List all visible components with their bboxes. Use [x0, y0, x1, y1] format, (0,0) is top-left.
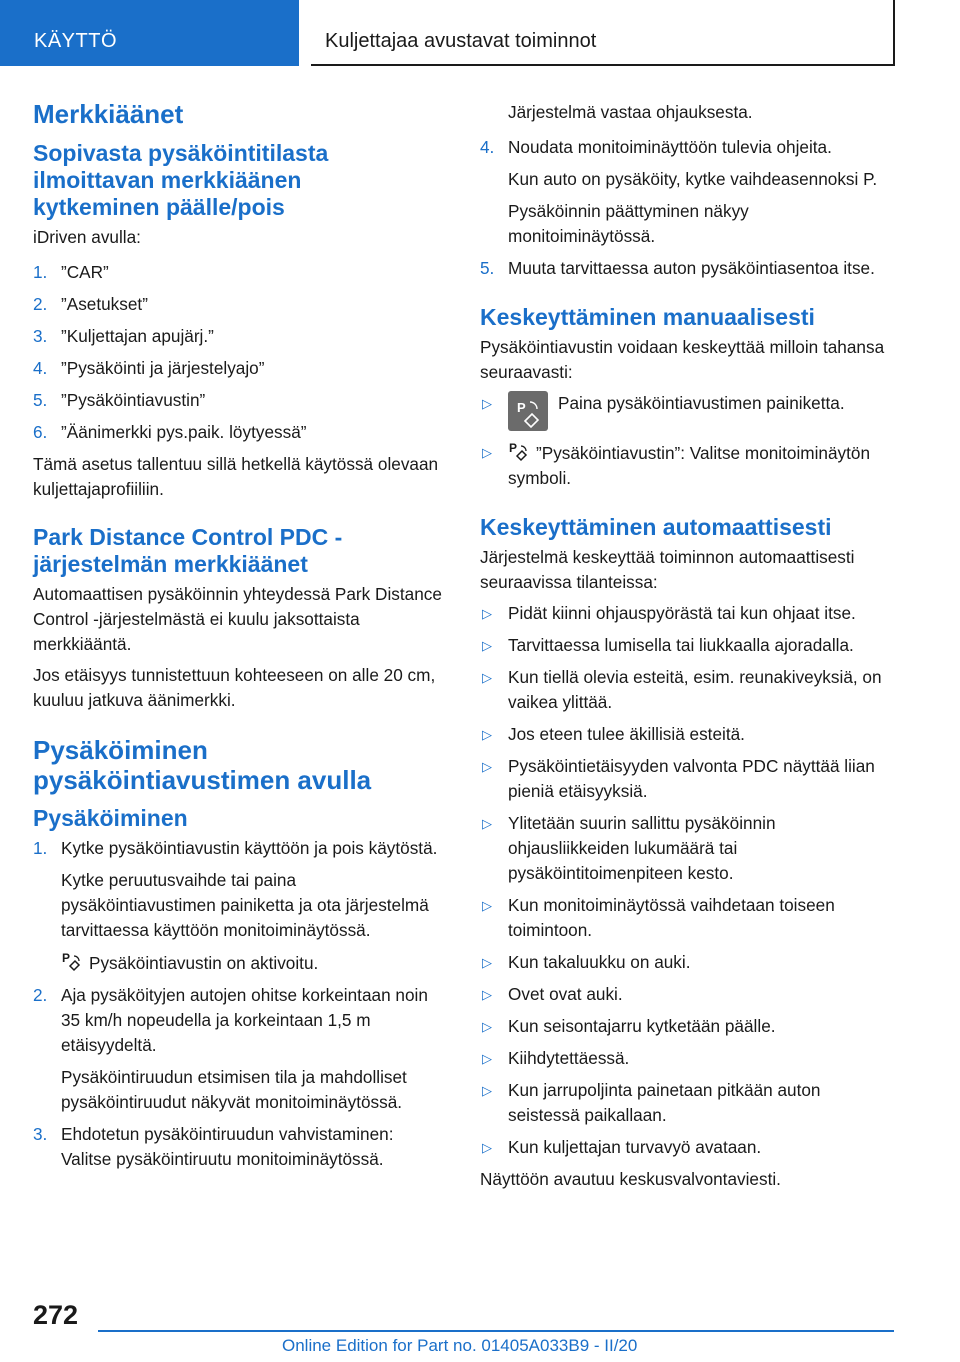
step-subtext: Pysäköintiruudun etsimisen tila ja mahdolliset pysäköintiruudut näkyvät monitoiminäytössä.	[61, 1067, 407, 1112]
svg-text:P: P	[517, 400, 526, 415]
menu-step	[33, 292, 445, 317]
pdc-paragraph-1: Automaattisen pysäköinnin yhteydessä Park Distance Control -järjestelmästä ei kuulu jaksottaista merkkiääntä.	[33, 584, 442, 654]
bullet-icon: ▷	[482, 1051, 492, 1066]
heading-manual: Keskeyttäminen manuaalisesti	[480, 304, 815, 330]
bullet-icon: ▷	[482, 1140, 492, 1155]
section-tab	[0, 0, 299, 66]
parking-step-2: 2. Aja pysäköityjen autojen ohitse korkeintaan noin 35 km/h nopeudella ja korkeintaan 1,5 m etäisyydeltä. Pysäköintiruudun etsimisen tila ja mahdolliset pysäköintiruudut näkyvät monitoiminäytössä.	[33, 983, 445, 1115]
auto-item-text: Kun seisontajarru kytketään päälle.	[508, 1016, 776, 1036]
step-subtext: Kytke peruutusvaihde tai paina pysäköintiavustimen painiketta ja ota järjestelmä tarvittaessa käyttöön monitoiminäytössä.	[61, 870, 429, 940]
parking-steps-list	[33, 836, 445, 1172]
setting-note: Tämä asetus tallentuu sillä hetkellä käytössä olevaan kuljettajaprofiiliin.	[33, 454, 439, 499]
svg-text:P: P	[509, 441, 518, 455]
bullet-icon: ▷	[482, 1083, 492, 1098]
edition-text: Online Edition for Part no. 01405A033B9 - II/20	[282, 1336, 638, 1355]
step-text: ”CAR”	[61, 262, 109, 282]
auto-item-text: Kun jarrupoljinta painetaan pitkään auton seistessä paikallaan.	[508, 1080, 821, 1125]
manual-list	[480, 391, 894, 491]
bullet-icon: ▷	[482, 955, 492, 970]
step-text: Ehdotetun pysäköintiruudun vahvistaminen: Valitse pysäköintiruutu monitoiminäytössä.	[61, 1124, 394, 1169]
manual-item-symbol	[480, 440, 894, 491]
auto-list-item	[480, 665, 894, 715]
auto-item-text: Kun kuljettajan turvavyö avataan.	[508, 1137, 762, 1157]
bullet-icon: ▷	[482, 445, 492, 460]
step-subtext: Pysäköinnin päättyminen näkyy monitoiminäytössä.	[508, 201, 749, 246]
bullet-icon: ▷	[482, 898, 492, 913]
auto-list	[480, 601, 894, 1160]
auto-list-item	[480, 1078, 894, 1128]
step-icon-line	[61, 950, 445, 976]
parking-step-3: 3. Ehdotetun pysäköintiruudun vahvistaminen: Valitse pysäköintiruutu monitoiminäytössä.	[33, 1122, 445, 1172]
step-subtext: Kun auto on pysäköity, kytke vaihdeasennoksi P.	[508, 169, 878, 189]
menu-steps-list	[33, 260, 445, 445]
menu-step	[33, 260, 445, 285]
step-text: ”Äänimerkki pys.paik. löytyessä”	[61, 422, 307, 442]
step-number: 3.	[33, 326, 48, 346]
heading-merkkiaanet: Merkkiäänet	[33, 99, 184, 129]
auto-list-item	[480, 811, 894, 886]
heading-pysakoiminen-avustin: Pysäköiminen pysäköintiavustimen avulla	[33, 735, 372, 795]
step-number: 1.	[33, 262, 48, 282]
auto-item-text: Kun tiellä olevia esteitä, esim. reunakiveyksiä, on vaikea ylittää.	[508, 667, 882, 712]
auto-intro: Järjestelmä keskeyttää toiminnon automaattisesti seuraavissa tilanteissa:	[480, 547, 855, 592]
idrive-intro: iDriven avulla:	[33, 227, 141, 247]
auto-list-item	[480, 1135, 894, 1160]
manual-item-text: ”Pysäköintiavustin”: Valitse monitoiminäytön symboli.	[508, 443, 871, 488]
parking-button-icon	[508, 391, 548, 431]
parking-assist-icon	[508, 440, 530, 462]
auto-item-text: Ovet ovat auki.	[508, 984, 623, 1004]
parking-step-5: 5. Muuta tarvittaessa auton pysäköintiasentoa itse.	[480, 256, 894, 281]
menu-step	[33, 420, 445, 445]
step-text: ”Kuljettajan apujärj.”	[61, 326, 214, 346]
auto-list-item	[480, 601, 894, 626]
parking-step-4: 4. Noudata monitoiminäyttöön tulevia ohjeita. Kun auto on pysäköity, kytke vaihdeasennoksi P. Pysäköinnin päättyminen näkyy monitoiminäytössä.	[480, 135, 894, 249]
auto-item-text: Pidät kiinni ohjauspyörästä tai kun ohjaat itse.	[508, 603, 856, 623]
auto-item-text: Kun monitoiminäytössä vaihdetaan toiseen toimintoon.	[508, 895, 835, 940]
right-column	[480, 100, 894, 1198]
step-text: Kytke pysäköintiavustin käyttöön ja pois käytöstä.	[61, 838, 438, 858]
auto-list-item	[480, 633, 894, 658]
step-text: ”Asetukset”	[61, 294, 148, 314]
bullet-icon: ▷	[482, 987, 492, 1002]
auto-list-item	[480, 893, 894, 943]
bullet-icon: ▷	[482, 396, 492, 411]
parking-steps-list-cont	[480, 135, 894, 281]
auto-item-text: Kun takaluukku on auki.	[508, 952, 691, 972]
bullet-icon: ▷	[482, 816, 492, 831]
bullet-icon: ▷	[482, 606, 492, 621]
left-column	[33, 98, 445, 1179]
step-3-continuation: Järjestelmä vastaa ohjauksesta.	[508, 102, 753, 122]
step-text: Aja pysäköityjen autojen ohitse korkeintaan noin 35 km/h nopeudella ja korkeintaan 1,5 m etäisyydeltä.	[61, 985, 428, 1055]
step-text: Noudata monitoiminäyttöön tulevia ohjeita.	[508, 137, 832, 157]
step-number: 6.	[33, 422, 48, 442]
heading-pysakoiminen: Pysäköiminen	[33, 805, 188, 831]
step-number: 5.	[33, 390, 48, 410]
bullet-icon: ▷	[482, 638, 492, 653]
auto-list-item	[480, 1014, 894, 1039]
auto-list-item	[480, 1046, 894, 1071]
step-icon-text: Pysäköintiavustin on aktivoitu.	[89, 953, 319, 973]
step-number: 2.	[33, 294, 48, 314]
parking-assist-icon	[61, 950, 83, 972]
closing-text: Näyttöön avautuu keskusvalvontaviesti.	[480, 1169, 781, 1189]
auto-item-text: Ylitetään suurin sallittu pysäköinnin ohjausliikkeiden lukumäärä tai pysäköintitoimenpiteen kesto.	[508, 813, 776, 883]
auto-item-text: Tarvittaessa lumisella tai liukkaalla ajoradalla.	[508, 635, 854, 655]
section-title: KÄYTTÖ	[34, 30, 118, 52]
heading-auto: Keskeyttäminen automaattisesti	[480, 514, 832, 540]
chapter-header	[311, 0, 895, 66]
auto-list-item	[480, 950, 894, 975]
bullet-icon: ▷	[482, 1019, 492, 1034]
footer-rule	[98, 1330, 894, 1332]
auto-item-text: Kiihdytettäessä.	[508, 1048, 630, 1068]
chapter-title: Kuljettajaa avustavat toiminnot	[325, 30, 597, 52]
heading-sopivasta: Sopivasta pysäköintitilasta ilmoittavan merkkiäänen kytkeminen päälle/pois	[33, 140, 329, 220]
manual-item-button	[480, 391, 894, 433]
svg-text:P: P	[62, 951, 71, 965]
menu-step	[33, 324, 445, 349]
auto-item-text: Pysäköintietäisyyden valvonta PDC näyttää liian pieniä etäisyyksiä.	[508, 756, 875, 801]
auto-list-item	[480, 754, 894, 804]
menu-step	[33, 388, 445, 413]
pdc-paragraph-2: Jos etäisyys tunnistettuun kohteeseen on alle 20 cm, kuuluu jatkuva äänimerkki.	[33, 665, 436, 710]
parking-step-1: 1. Kytke pysäköintiavustin käyttöön ja pois käytöstä. Kytke peruutusvaihde tai paina pysäköintiavustimen painiketta ja ota järjestelmä tarvittaessa käyttöön monitoiminäytössä. P Pysäköintiavustin on aktivoitu.	[33, 836, 445, 976]
step-text: ”Pysäköinti ja järjestelyajo”	[61, 358, 265, 378]
manual-item-text: Paina pysäköintiavustimen painiketta.	[558, 393, 845, 413]
bullet-icon: ▷	[482, 759, 492, 774]
auto-list-item	[480, 722, 894, 747]
step-text: Muuta tarvittaessa auton pysäköintiasentoa itse.	[508, 258, 875, 278]
auto-list-item	[480, 982, 894, 1007]
manual-intro: Pysäköintiavustin voidaan keskeyttää milloin tahansa seuraavasti:	[480, 337, 885, 382]
step-number: 4.	[33, 358, 48, 378]
page-number: 272	[33, 1300, 79, 1330]
footer-edition	[282, 1336, 637, 1356]
auto-item-text: Jos eteen tulee äkillisiä esteitä.	[508, 724, 745, 744]
bullet-icon: ▷	[482, 727, 492, 742]
step-text: ”Pysäköintiavustin”	[61, 390, 206, 410]
menu-step	[33, 356, 445, 381]
heading-pdc: Park Distance Control PDC -järjestelmän merkkiäänet	[33, 524, 343, 577]
bullet-icon: ▷	[482, 670, 492, 685]
